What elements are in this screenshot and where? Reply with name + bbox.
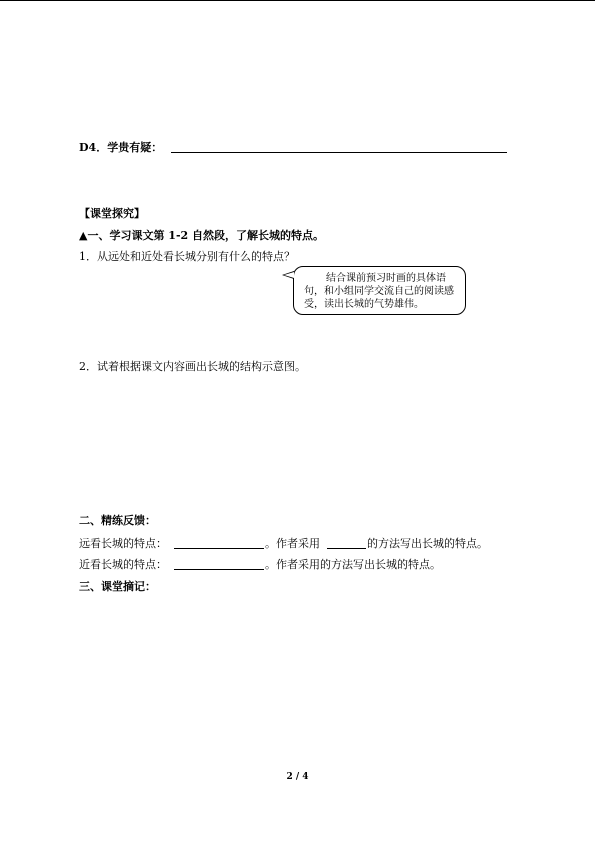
- callout-tail-inner: [284, 272, 294, 278]
- d4-label: D4．学贵有疑：: [79, 141, 163, 154]
- feedback-near-end: 。作者采用的方法写出长城的特点。: [265, 558, 441, 571]
- question-1: 1．从远处和近处看长城分别有什么的特点？: [79, 250, 295, 263]
- question-2: 2．试着根据课文内容画出长城的结构示意图。: [79, 360, 306, 373]
- feedback-near-label: 近看长城的特点：: [79, 558, 167, 571]
- feedback-far-end: 的方法写出长城的特点。: [367, 537, 488, 550]
- page-number: 2 / 4: [286, 772, 309, 782]
- feedback-near-blank[interactable]: [174, 569, 264, 570]
- page-top-border: [0, 0, 595, 1]
- callout-box: [293, 266, 466, 315]
- feedback-method-blank[interactable]: [327, 548, 366, 549]
- callout-text: 结合课前预习时画的具体语句，和小组同学交流自己的阅读感受，读出长城的气势雄伟。: [304, 273, 454, 310]
- part3-heading: 三、课堂摘记：: [79, 580, 156, 593]
- section-explore-title: 【课堂探究】: [79, 207, 145, 220]
- part1-heading: ▲一、学习课文第 1-2 自然段，了解长城的特点。: [79, 229, 324, 242]
- part2-heading: 二、精练反馈：: [79, 514, 156, 527]
- feedback-far-label: 远看长城的特点：: [79, 537, 167, 550]
- feedback-far-mid: 。作者采用: [265, 537, 320, 550]
- feedback-far-blank[interactable]: [174, 548, 264, 549]
- d4-answer-line[interactable]: [171, 152, 507, 153]
